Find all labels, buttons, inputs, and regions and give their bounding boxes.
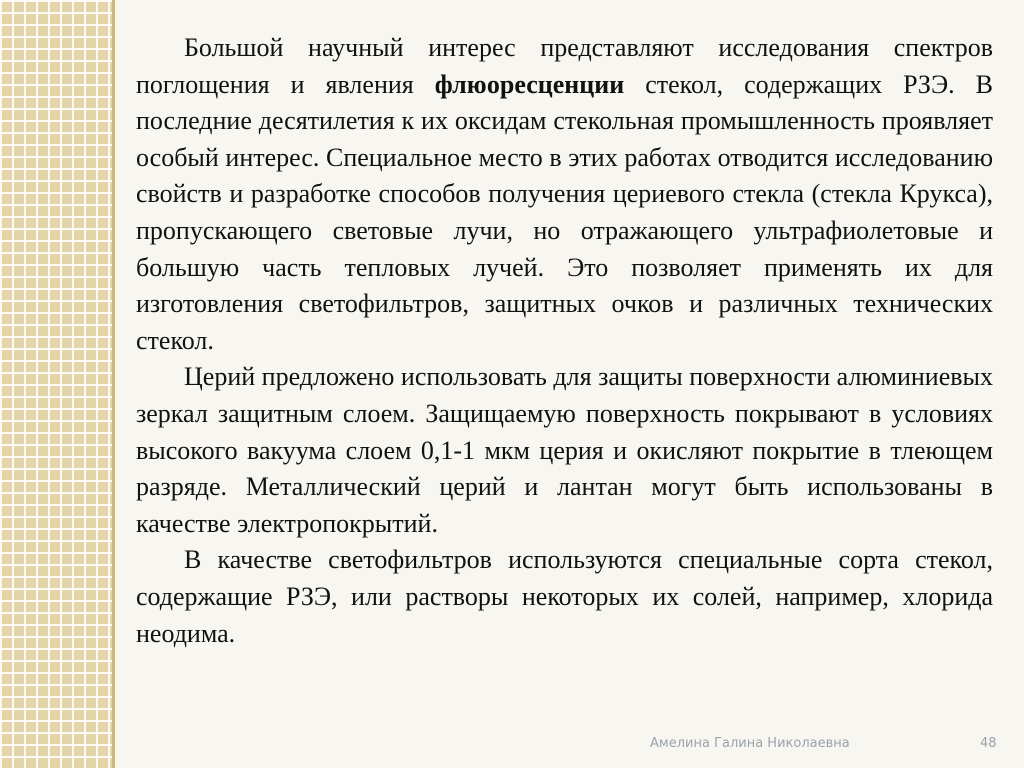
paragraph-1 (136, 30, 993, 359)
page-number: 48 (980, 736, 997, 751)
bold-term: флюоресценции (434, 69, 625, 99)
decorative-side-pattern (0, 0, 112, 768)
paragraph-1-text-start: Большой научный интерес представляют исследования спектров поглощения и явления (136, 33, 993, 99)
decorative-divider (112, 0, 115, 768)
footer-author: Амелина Галина Николаевна (650, 736, 850, 751)
paragraph-3: В качестве светофильтров используются специальные сорта стекол, содержащие РЗЭ, или растворы некоторых их солей, например, хлорида неодима. (136, 545, 993, 648)
paragraph-2: Церий предложено использовать для защиты поверхности алюминиевых зеркал защитным слоем. Защищаемую поверхность покрывают в условиях высокого вакуума слоем 0,1-1 мкм церия и окисляют покрытие в тлеющем разряде. Металлический церий и лантан могут быть использованы в качестве электропокрытий. (136, 362, 993, 538)
slide-body (136, 30, 993, 652)
paragraph-1-text-end: стекол, содержащих РЗЭ. В последние десятилетия к их оксидам стекольная промышленность проявляет особый интерес. Специальное место в этих работах отводится исследованию свойств и разработке способов получения цериевого стекла (стекла Крукса), пропускающего световые лучи, но отражающего ультрафиолетовые и большую часть тепловых лучей. Это позволяет применять их для изготовления светофильтров, защитных очков и различных технических стекол. (136, 69, 993, 355)
